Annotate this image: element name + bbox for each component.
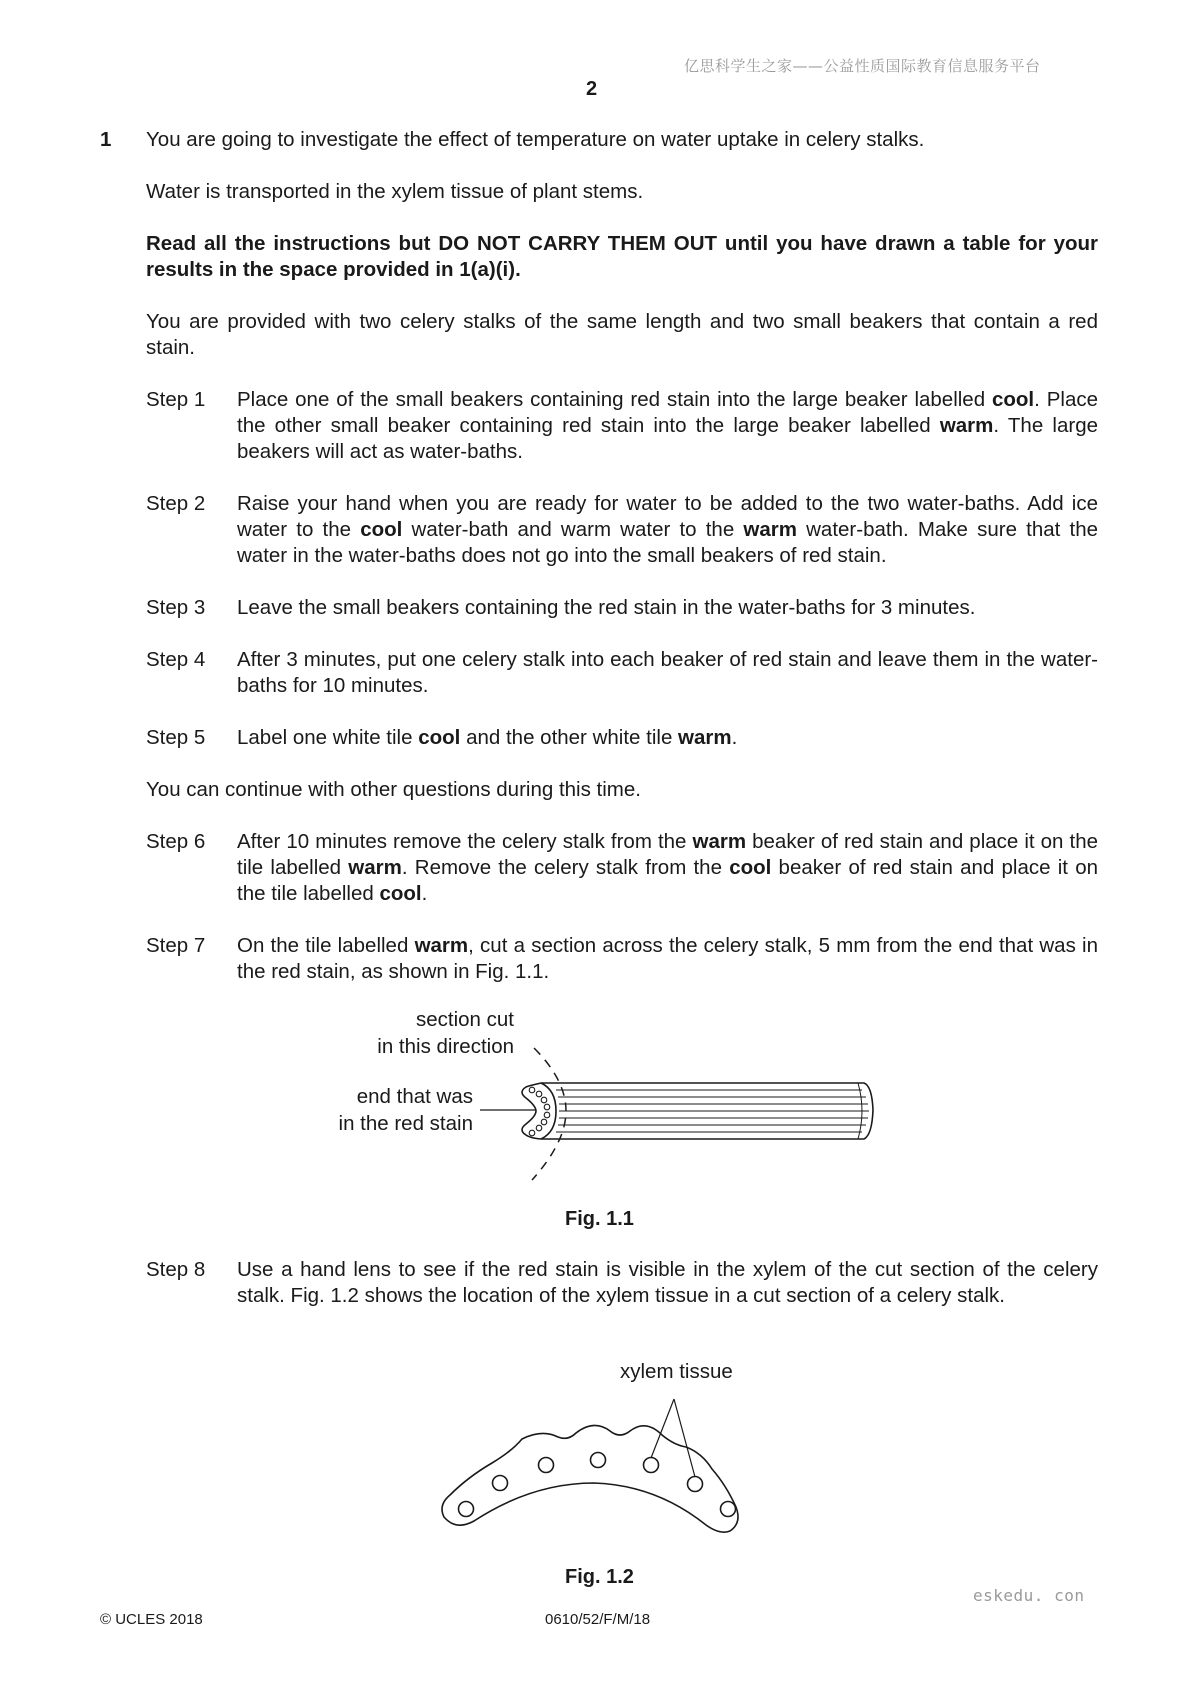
step-5-text: Label one white tile cool and the other white tile warm. [237, 726, 738, 749]
step-7-label: Step 7 [146, 934, 206, 957]
continue-note: You can continue with other questions during this time. [146, 778, 641, 801]
footer-copyright: © UCLES 2018 [100, 1611, 203, 1628]
celery-cross-section-diagram [430, 1385, 770, 1545]
step-1-label: Step 1 [146, 388, 206, 411]
instruction-bold: Read all the instructions but DO NOT CARRY THEM OUT until you have drawn a table for your results in the space provided in 1(a)(i). [146, 232, 1098, 281]
step-4-text: After 3 minutes, put one celery stalk into each beaker of red stain and leave them in the water-baths for 10 minutes. [237, 648, 1098, 697]
fig1-caption: Fig. 1.1 [565, 1208, 634, 1230]
header-watermark: 亿思科学生之家——公益性质国际教育信息服务平台 [684, 57, 1041, 75]
fig2-label-xylem: xylem tissue [620, 1360, 733, 1383]
page-number: 2 [586, 78, 598, 100]
step-7-text: On the tile labelled warm, cut a section across the celery stalk, 5 mm from the end that was in the red stain, as shown in Fig. 1.1. [237, 934, 1098, 983]
step-8-text: Use a hand lens to see if the red stain is visible in the xylem of the cut section of the celery stalk. Fig. 1.2 shows the location of the xylem tissue in a cut section of a celery stalk. [237, 1258, 1098, 1307]
step-4-label: Step 4 [146, 648, 206, 671]
step-3-label: Step 3 [146, 596, 206, 619]
step-1-text: Place one of the small beakers containing red stain into the large beaker labelled cool. Place the other small beaker containing red stain into the large beaker labelled warm. The large beakers will act as water-baths. [237, 388, 1098, 463]
footer-watermark: eskedu. con [973, 1586, 1085, 1605]
question-intro: You are going to investigate the effect of temperature on water uptake in celery stalks. [146, 128, 925, 151]
xylem-note: Water is transported in the xylem tissue of plant stems. [146, 180, 644, 203]
provided-note: You are provided with two celery stalks of the same length and two small beakers that contain a red stain. [146, 310, 1098, 359]
fig1-label-section-cut: section cut in this direction [377, 1008, 514, 1058]
step-2-text: Raise your hand when you are ready for water to be added to the two water-baths. Add ice water to the cool water-bath and warm water to the warm water-bath. Make sure that the water in the water-baths does not go into the small beakers of red stain. [237, 492, 1099, 567]
step-3-text: Leave the small beakers containing the red stain in the water-baths for 3 minutes. [237, 596, 976, 619]
step-5-label: Step 5 [146, 726, 206, 749]
step-2-label: Step 2 [146, 492, 206, 515]
step-8-label: Step 8 [146, 1258, 206, 1281]
footer-code: 0610/52/F/M/18 [545, 1611, 651, 1628]
celery-stalk-diagram [470, 1030, 890, 1180]
step-6-label: Step 6 [146, 830, 206, 853]
fig2-caption: Fig. 1.2 [565, 1566, 634, 1588]
fig1-label-end: end that was in the red stain [338, 1085, 473, 1135]
question-number: 1 [100, 128, 112, 151]
step-6-text: After 10 minutes remove the celery stalk from the warm beaker of red stain and place it on the tile labelled warm. Remove the celery stalk from the cool beaker of red stain and place it on the tile labelled cool. [237, 830, 1098, 905]
